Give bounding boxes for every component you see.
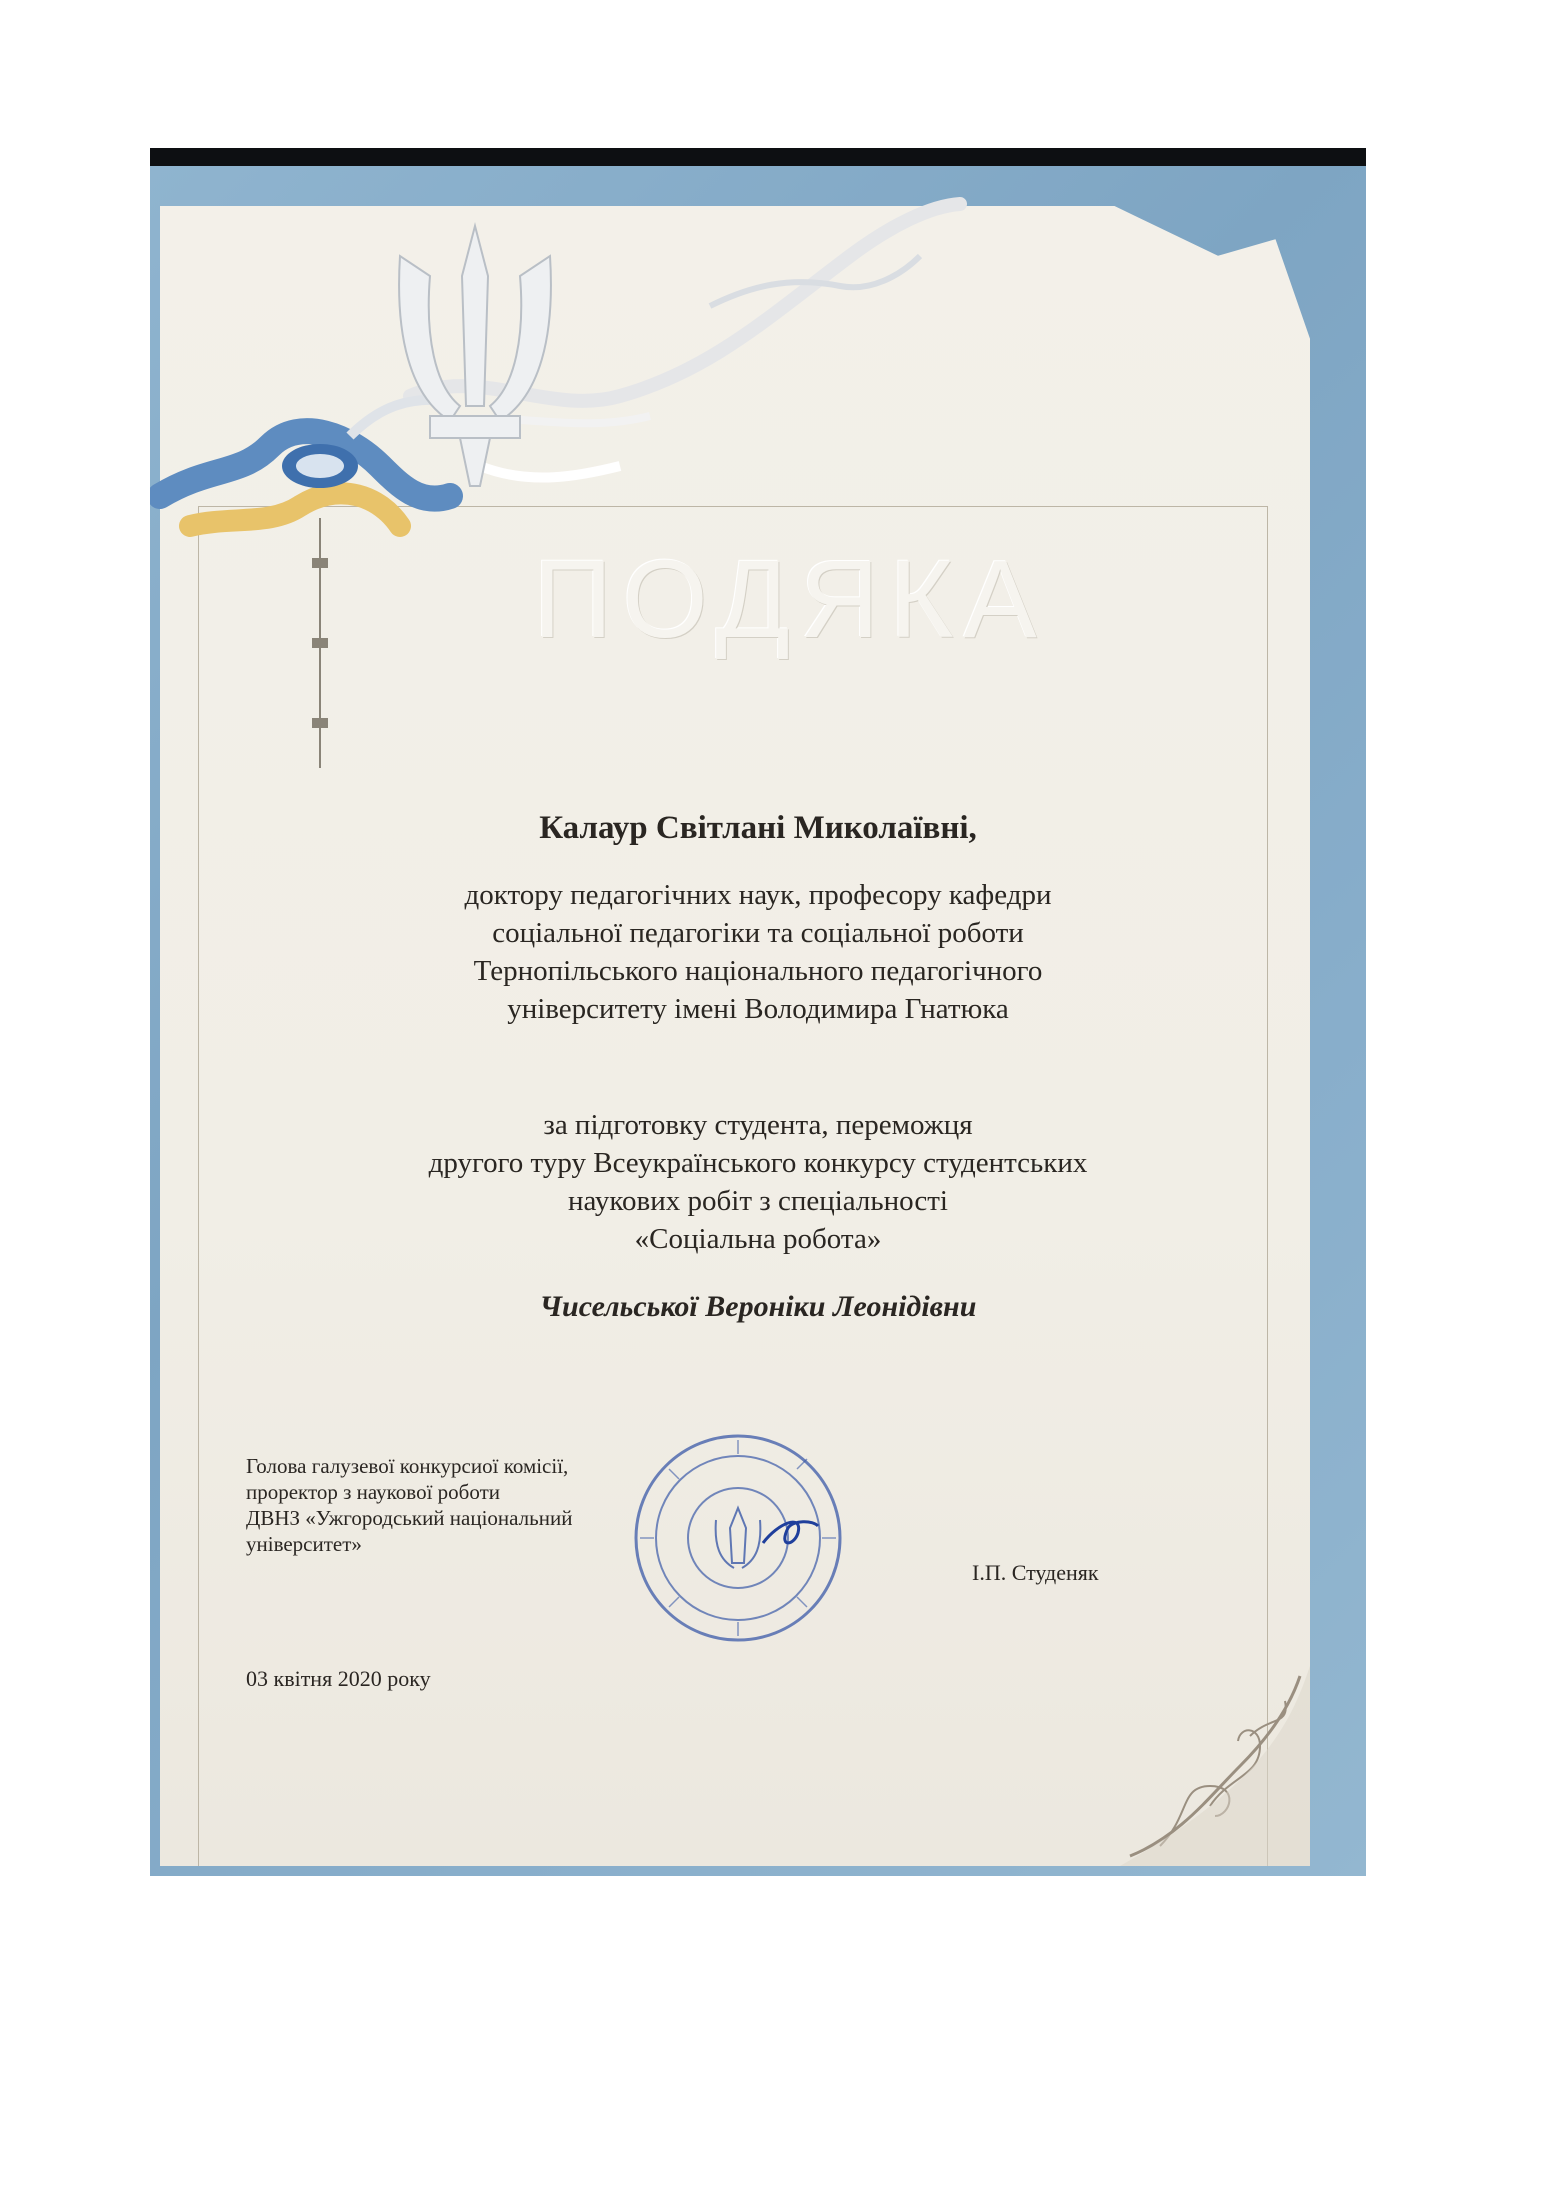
corner-flourish-icon: [1120, 1666, 1310, 1866]
student-name: Чисельської Вероніки Леонідівни: [539, 1290, 977, 1323]
position-line: університету імені Володимира Гнатюка: [507, 993, 1009, 1025]
award-reason: [150, 1106, 1366, 1258]
reason-line: «Соціальна робота»: [634, 1223, 882, 1255]
reason-line: другого туру Всеукраїнського конкурсу студентських: [428, 1147, 1088, 1179]
reason-line: за підготовку студента, переможця: [543, 1109, 973, 1141]
document-date: 03 квітня 2020 року: [246, 1666, 431, 1691]
trident-emblem-icon: [380, 216, 570, 506]
document-title: ПОДЯКА: [533, 538, 1047, 661]
recipient-position: [150, 876, 1366, 1028]
official-seal-icon: [628, 1428, 848, 1648]
recipient-name: Калаур Світлані Миколаївні,: [539, 810, 977, 846]
signer-line: проректор з наукової роботи: [246, 1480, 500, 1504]
position-line: соціальної педагогіки та соціальної роботи: [492, 917, 1024, 949]
signer-line: університет»: [246, 1532, 362, 1556]
position-line: Тернопільського національного педагогічного: [473, 955, 1043, 987]
position-line: доктору педагогічних наук, професору кафедри: [464, 879, 1052, 911]
signer-line: ДВНЗ «Ужгородський національний: [246, 1506, 573, 1530]
vertical-ornament-icon: [300, 518, 340, 778]
reason-line: наукових робіт з спеціальності: [568, 1185, 948, 1217]
signer-line: Голова галузевої конкурсиої комісії,: [246, 1454, 569, 1478]
signer-name: І.П. Студеняк: [972, 1560, 1099, 1585]
signer-block: [246, 1453, 572, 1557]
certificate-photo: [150, 148, 1366, 1876]
